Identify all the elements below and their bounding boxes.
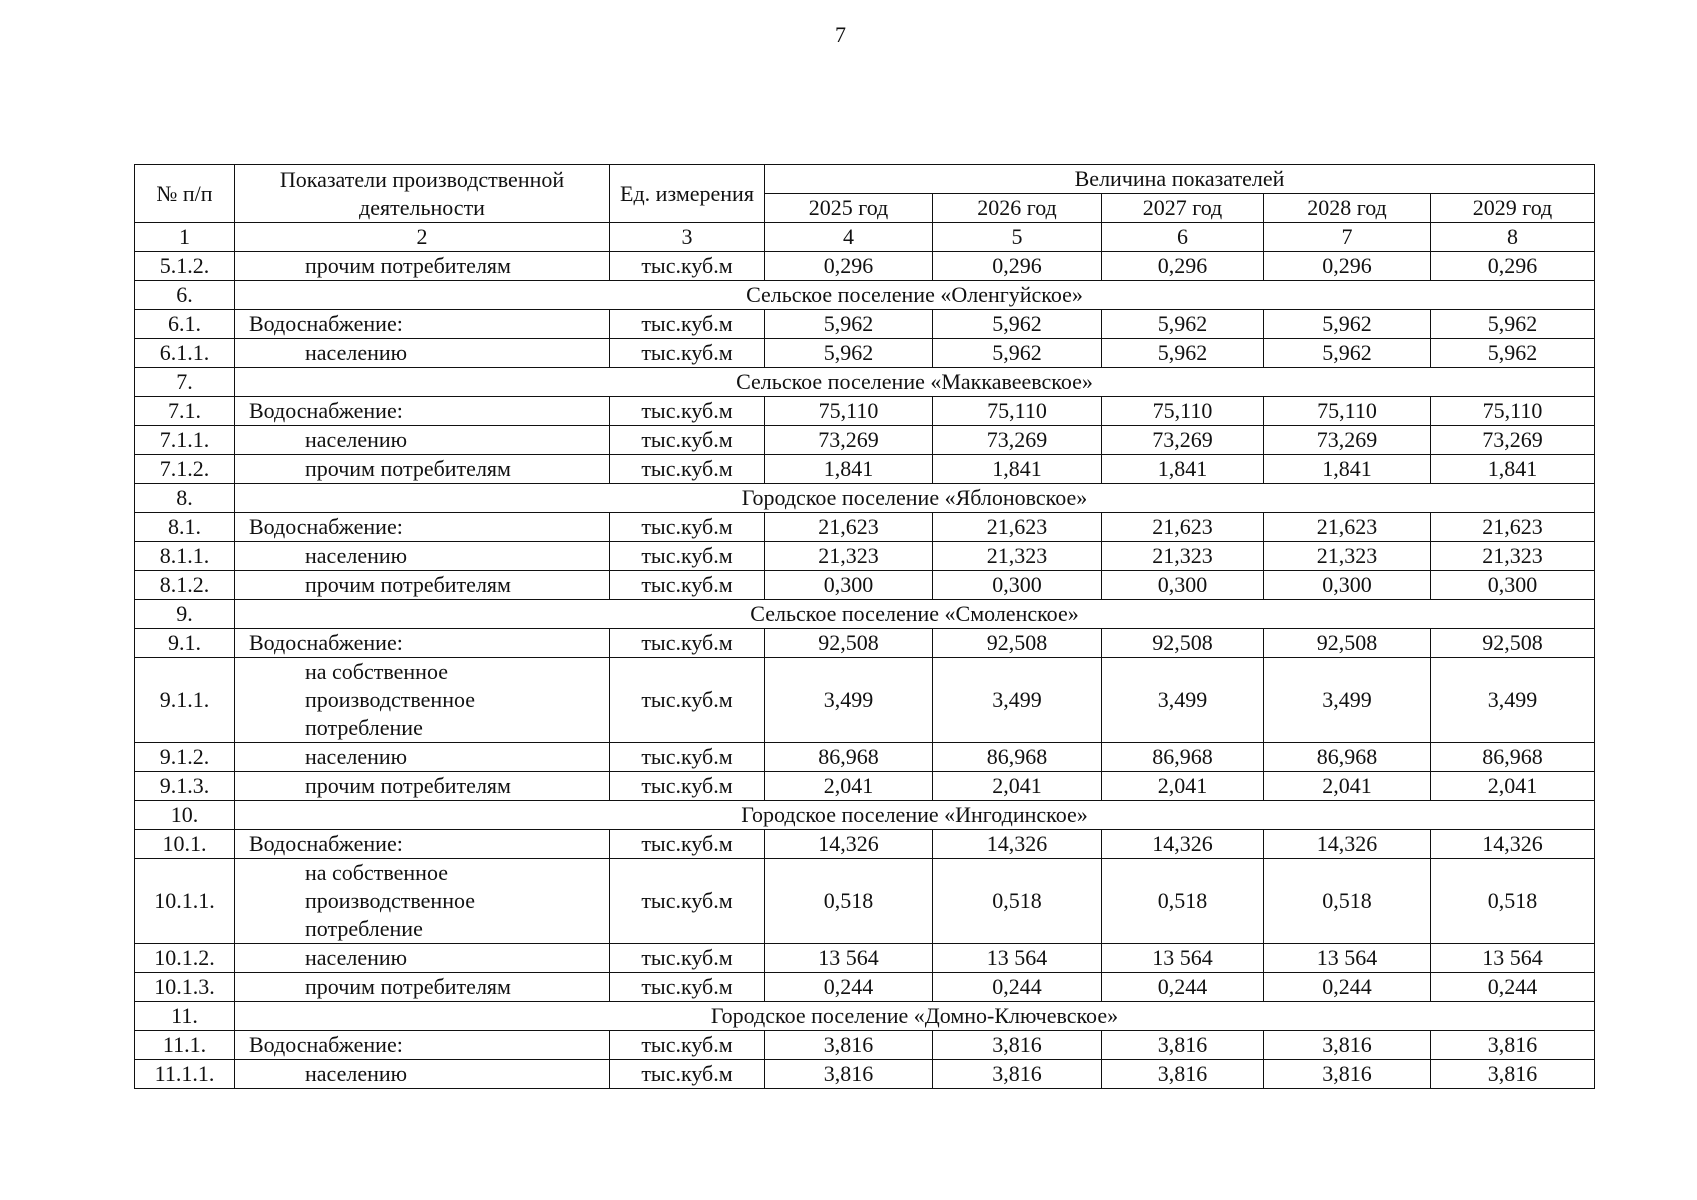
row-number: 8.1. [135, 513, 235, 542]
row-number: 6.1. [135, 310, 235, 339]
indicator-name: населению [235, 339, 610, 368]
value-cell: 86,968 [765, 743, 933, 772]
table-body [135, 252, 1595, 1089]
value-cell: 3,816 [933, 1060, 1102, 1089]
value-cell: 2,041 [1431, 772, 1595, 801]
table-row [135, 772, 1595, 801]
section-title: Городское поселение «Домно-Ключевское» [235, 1002, 1595, 1031]
value-cell: 21,323 [1264, 542, 1431, 571]
indicator-name: прочим потребителям [235, 252, 610, 281]
row-number: 10.1.1. [135, 859, 235, 944]
value-cell: 92,508 [765, 629, 933, 658]
table-row [135, 944, 1595, 973]
value-cell: 3,499 [1264, 658, 1431, 743]
row-number: 7.1.1. [135, 426, 235, 455]
row-number: 6.1.1. [135, 339, 235, 368]
table-row [135, 542, 1595, 571]
row-number: 11. [135, 1002, 235, 1031]
unit-cell: тыс.куб.м [610, 252, 765, 281]
value-cell: 92,508 [1102, 629, 1264, 658]
row-number: 10.1. [135, 830, 235, 859]
indicator-name: прочим потребителям [235, 772, 610, 801]
value-cell: 5,962 [1431, 339, 1595, 368]
header-col-indicator: Показатели производственной деятельности [235, 165, 610, 223]
unit-cell: тыс.куб.м [610, 339, 765, 368]
row-number: 10. [135, 801, 235, 830]
value-cell: 73,269 [1431, 426, 1595, 455]
unit-cell: тыс.куб.м [610, 426, 765, 455]
row-number: 7.1.2. [135, 455, 235, 484]
row-number: 10.1.2. [135, 944, 235, 973]
unit-cell: тыс.куб.м [610, 944, 765, 973]
row-number: 9. [135, 600, 235, 629]
indicator-name: на собственное производственное потребление [235, 859, 610, 944]
value-cell: 2,041 [765, 772, 933, 801]
value-cell: 3,499 [1102, 658, 1264, 743]
section-title: Сельское поселение «Маккавеевское» [235, 368, 1595, 397]
unit-cell: тыс.куб.м [610, 830, 765, 859]
table-row [135, 397, 1595, 426]
column-number: 5 [933, 223, 1102, 252]
indicator-name: Водоснабжение: [235, 1031, 610, 1060]
table-row [135, 629, 1595, 658]
header-col-values: Величина показателей [765, 165, 1595, 194]
table-row [135, 658, 1595, 743]
header-year-2029: 2029 год [1431, 194, 1595, 223]
row-number: 8.1.2. [135, 571, 235, 600]
indicator-name: прочим потребителям [235, 571, 610, 600]
value-cell: 2,041 [933, 772, 1102, 801]
value-cell: 5,962 [1102, 339, 1264, 368]
row-number: 10.1.3. [135, 973, 235, 1002]
value-cell: 0,296 [1102, 252, 1264, 281]
value-cell: 0,244 [1431, 973, 1595, 1002]
value-cell: 0,518 [1431, 859, 1595, 944]
header-year-2026: 2026 год [933, 194, 1102, 223]
value-cell: 1,841 [1431, 455, 1595, 484]
value-cell: 3,499 [1431, 658, 1595, 743]
section-row [135, 281, 1595, 310]
value-cell: 21,323 [933, 542, 1102, 571]
column-number: 8 [1431, 223, 1595, 252]
value-cell: 0,296 [1264, 252, 1431, 281]
table-row [135, 1060, 1595, 1089]
value-cell: 3,499 [933, 658, 1102, 743]
row-number: 5.1.2. [135, 252, 235, 281]
value-cell: 21,623 [1102, 513, 1264, 542]
value-cell: 3,816 [1102, 1060, 1264, 1089]
table-row [135, 973, 1595, 1002]
indicator-name: Водоснабжение: [235, 397, 610, 426]
unit-cell: тыс.куб.м [610, 455, 765, 484]
value-cell: 13 564 [1431, 944, 1595, 973]
value-cell: 0,244 [1102, 973, 1264, 1002]
row-number: 8.1.1. [135, 542, 235, 571]
value-cell: 14,326 [933, 830, 1102, 859]
header-col-unit: Ед. измерения [610, 165, 765, 223]
indicator-name: Водоснабжение: [235, 310, 610, 339]
value-cell: 21,623 [1431, 513, 1595, 542]
row-number: 8. [135, 484, 235, 513]
table-row [135, 830, 1595, 859]
section-title: Сельское поселение «Оленгуйское» [235, 281, 1595, 310]
value-cell: 0,296 [933, 252, 1102, 281]
column-number: 4 [765, 223, 933, 252]
value-cell: 73,269 [933, 426, 1102, 455]
value-cell: 86,968 [1264, 743, 1431, 772]
column-number: 1 [135, 223, 235, 252]
value-cell: 5,962 [1264, 310, 1431, 339]
value-cell: 5,962 [1431, 310, 1595, 339]
value-cell: 14,326 [1264, 830, 1431, 859]
value-cell: 1,841 [1102, 455, 1264, 484]
indicator-name: населению [235, 542, 610, 571]
table-row [135, 339, 1595, 368]
value-cell: 0,296 [765, 252, 933, 281]
value-cell: 1,841 [765, 455, 933, 484]
value-cell: 0,300 [933, 571, 1102, 600]
unit-cell: тыс.куб.м [610, 571, 765, 600]
value-cell: 21,323 [1431, 542, 1595, 571]
unit-cell: тыс.куб.м [610, 629, 765, 658]
unit-cell: тыс.куб.м [610, 658, 765, 743]
value-cell: 86,968 [933, 743, 1102, 772]
unit-cell: тыс.куб.м [610, 1031, 765, 1060]
value-cell: 0,518 [1264, 859, 1431, 944]
value-cell: 14,326 [1102, 830, 1264, 859]
indicator-name: на собственное производственное потребление [235, 658, 610, 743]
value-cell: 13 564 [1102, 944, 1264, 973]
row-number: 9.1.3. [135, 772, 235, 801]
unit-cell: тыс.куб.м [610, 859, 765, 944]
row-number: 6. [135, 281, 235, 310]
value-cell: 14,326 [1431, 830, 1595, 859]
section-title: Городское поселение «Ингодинское» [235, 801, 1595, 830]
value-cell: 73,269 [1102, 426, 1264, 455]
table-header [135, 165, 1595, 252]
value-cell: 92,508 [1431, 629, 1595, 658]
value-cell: 3,816 [765, 1060, 933, 1089]
value-cell: 3,816 [765, 1031, 933, 1060]
column-number: 2 [235, 223, 610, 252]
value-cell: 3,816 [1264, 1060, 1431, 1089]
column-number: 3 [610, 223, 765, 252]
page-number: 7 [835, 22, 846, 47]
value-cell: 3,816 [933, 1031, 1102, 1060]
indicator-name: прочим потребителям [235, 973, 610, 1002]
unit-cell: тыс.куб.м [610, 973, 765, 1002]
value-cell: 92,508 [1264, 629, 1431, 658]
table-row [135, 1031, 1595, 1060]
section-row [135, 484, 1595, 513]
value-cell: 73,269 [765, 426, 933, 455]
row-number: 9.1.2. [135, 743, 235, 772]
table-row [135, 743, 1595, 772]
indicator-name: населению [235, 743, 610, 772]
table-row [135, 252, 1595, 281]
value-cell: 21,623 [765, 513, 933, 542]
value-cell: 0,300 [1431, 571, 1595, 600]
value-cell: 2,041 [1102, 772, 1264, 801]
indicator-name: прочим потребителям [235, 455, 610, 484]
row-number: 7.1. [135, 397, 235, 426]
section-row [135, 1002, 1595, 1031]
row-number: 9.1.1. [135, 658, 235, 743]
value-cell: 75,110 [933, 397, 1102, 426]
value-cell: 3,499 [765, 658, 933, 743]
value-cell: 5,962 [1102, 310, 1264, 339]
value-cell: 75,110 [1102, 397, 1264, 426]
value-cell: 3,816 [1431, 1060, 1595, 1089]
value-cell: 5,962 [765, 339, 933, 368]
value-cell: 13 564 [765, 944, 933, 973]
value-cell: 0,300 [765, 571, 933, 600]
value-cell: 0,518 [1102, 859, 1264, 944]
value-cell: 14,326 [765, 830, 933, 859]
table-row [135, 310, 1595, 339]
unit-cell: тыс.куб.м [610, 772, 765, 801]
section-title: Городское поселение «Яблоновское» [235, 484, 1595, 513]
value-cell: 0,300 [1264, 571, 1431, 600]
value-cell: 5,962 [1264, 339, 1431, 368]
value-cell: 1,841 [1264, 455, 1431, 484]
column-number: 7 [1264, 223, 1431, 252]
indicator-name: населению [235, 426, 610, 455]
unit-cell: тыс.куб.м [610, 310, 765, 339]
value-cell: 5,962 [933, 310, 1102, 339]
value-cell: 2,041 [1264, 772, 1431, 801]
value-cell: 1,841 [933, 455, 1102, 484]
section-row [135, 368, 1595, 397]
value-cell: 0,296 [1431, 252, 1595, 281]
unit-cell: тыс.куб.м [610, 743, 765, 772]
value-cell: 86,968 [1102, 743, 1264, 772]
value-cell: 5,962 [765, 310, 933, 339]
value-cell: 21,323 [765, 542, 933, 571]
value-cell: 0,518 [765, 859, 933, 944]
value-cell: 13 564 [933, 944, 1102, 973]
value-cell: 0,518 [933, 859, 1102, 944]
unit-cell: тыс.куб.м [610, 542, 765, 571]
section-title: Сельское поселение «Смоленское» [235, 600, 1595, 629]
value-cell: 75,110 [765, 397, 933, 426]
indicators-table [134, 164, 1595, 1089]
section-row [135, 600, 1595, 629]
value-cell: 3,816 [1102, 1031, 1264, 1060]
value-cell: 3,816 [1264, 1031, 1431, 1060]
value-cell: 86,968 [1431, 743, 1595, 772]
value-cell: 0,244 [933, 973, 1102, 1002]
indicator-name: Водоснабжение: [235, 629, 610, 658]
indicator-name: Водоснабжение: [235, 513, 610, 542]
value-cell: 5,962 [933, 339, 1102, 368]
unit-cell: тыс.куб.м [610, 397, 765, 426]
value-cell: 13 564 [1264, 944, 1431, 973]
table-row [135, 571, 1595, 600]
unit-cell: тыс.куб.м [610, 1060, 765, 1089]
value-cell: 0,244 [765, 973, 933, 1002]
row-number: 11.1. [135, 1031, 235, 1060]
header-year-2027: 2027 год [1102, 194, 1264, 223]
indicator-name: населению [235, 944, 610, 973]
value-cell: 0,244 [1264, 973, 1431, 1002]
header-year-2028: 2028 год [1264, 194, 1431, 223]
header-year-2025: 2025 год [765, 194, 933, 223]
indicator-name: Водоснабжение: [235, 830, 610, 859]
value-cell: 75,110 [1264, 397, 1431, 426]
table-row [135, 455, 1595, 484]
section-row [135, 801, 1595, 830]
row-number: 7. [135, 368, 235, 397]
table-row [135, 426, 1595, 455]
value-cell: 75,110 [1431, 397, 1595, 426]
column-number: 6 [1102, 223, 1264, 252]
value-cell: 73,269 [1264, 426, 1431, 455]
value-cell: 21,623 [1264, 513, 1431, 542]
table-row [135, 513, 1595, 542]
row-number: 11.1.1. [135, 1060, 235, 1089]
value-cell: 0,300 [1102, 571, 1264, 600]
value-cell: 21,623 [933, 513, 1102, 542]
table-row [135, 859, 1595, 944]
value-cell: 92,508 [933, 629, 1102, 658]
value-cell: 3,816 [1431, 1031, 1595, 1060]
header-col-no: № п/п [135, 165, 235, 223]
column-number-row [135, 223, 1595, 252]
unit-cell: тыс.куб.м [610, 513, 765, 542]
indicator-name: населению [235, 1060, 610, 1089]
value-cell: 21,323 [1102, 542, 1264, 571]
row-number: 9.1. [135, 629, 235, 658]
